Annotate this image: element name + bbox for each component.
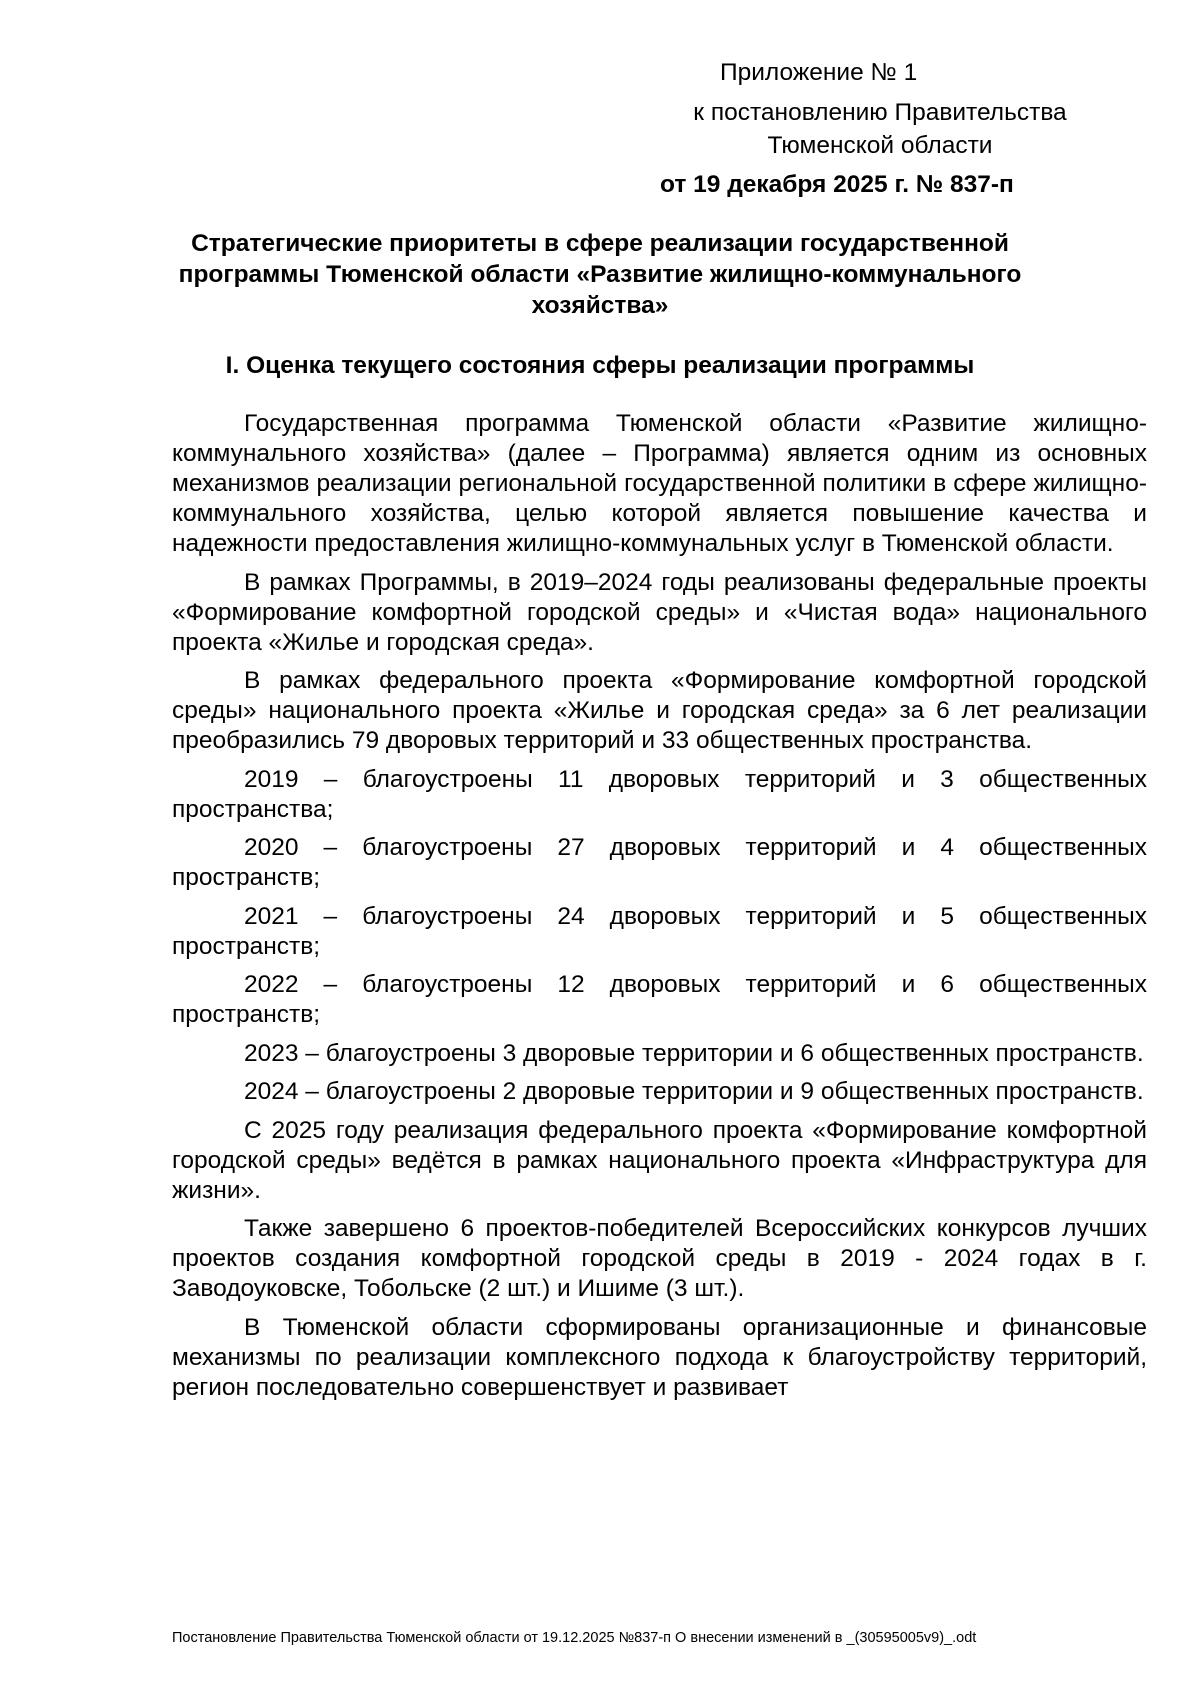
paragraph-year-2023: 2023 – благоустроены 3 дворовые территории и 6 общественных пространств. (244, 1039, 1144, 1067)
resolution-line-2: Тюменской области (767, 132, 993, 159)
page-footer: Постановление Правительства Тюменской области от 19.12.2025 №837-п О внесении изменений в _(30595005v9)_.odt (172, 1630, 977, 1646)
appendix-label: Приложение № 1 (720, 59, 918, 86)
paragraph-comfort-environment: В рамках федерального проекта «Формирование комфортной городской среды» национального проекта «Жилье и городская среда» за 6 лет реализации преобразились 79 дворовых территорий и 33 общественных пространства. (172, 667, 1147, 754)
paragraph-year-2024: 2024 – благоустроены 2 дворовые территории и 9 общественных пространств. (244, 1078, 1144, 1105)
resolution-line-1: к постановлению Правительства (693, 99, 1067, 126)
paragraph-year-2019: 2019 – благоустроены 11 дворовых территорий и 3 общественных пространства; (172, 765, 1147, 823)
section-heading: I. Оценка текущего состояния сферы реализации программы (225, 352, 975, 379)
paragraph-contest-winners: Также завершено 6 проектов-победителей Всероссийских конкурсов лучших проектов создания комфортной городской среды в 2019 - 2024 годах в г. Заводоуковске, Тобольске (2 шт.) и Ишиме (3 шт.). (172, 1215, 1147, 1302)
paragraph-mechanisms: В Тюменской области сформированы организационные и финансовые механизмы по реализации комплексного подхода к благоустройству территорий, регион последовательно совершенствует и развивает (172, 1313, 1147, 1401)
paragraph-year-2022: 2022 – благоустроены 12 дворовых территорий и 6 общественных пространств; (172, 971, 1147, 1028)
paragraph-program-intro: Государственная программа Тюменской области «Развитие жилищно-коммунального хозяйства» (далее – Программа) является одним из основных механизмов реализации региональной государственной политики в сфере жилищно-коммунального хозяйства, целью которой является повышение качества и надежности предоставления жилищно-коммунальных услуг в Тюменской области. (172, 410, 1147, 557)
resolution-reference (640, 96, 1120, 162)
paragraph-year-2020: 2020 – благоустроены 27 дворовых территорий и 4 общественных пространств; (172, 834, 1147, 891)
paragraph-federal-projects: В рамках Программы, в 2019–2024 годы реализованы федеральные проекты «Формирование комфортной городской среды» и «Чистая вода» национального проекта «Жилье и городская среда». (172, 568, 1147, 656)
body-text (172, 409, 1147, 1411)
paragraph-year-2021: 2021 – благоустроены 24 дворовых территорий и 5 общественных пространств; (172, 902, 1147, 960)
document-title: Стратегические приоритеты в сфере реализации государственной программы Тюменской области «Развитие жилищно-коммунального хозяйства» (178, 230, 1022, 319)
paragraph-2025-infrastructure: С 2025 году реализация федерального проекта «Формирование комфортной городской среды» ведётся в рамках национального проекта «Инфраструктура для жизни». (172, 1116, 1147, 1204)
resolution-date-number: от 19 декабря 2025 г. № 837-п (660, 171, 1014, 198)
